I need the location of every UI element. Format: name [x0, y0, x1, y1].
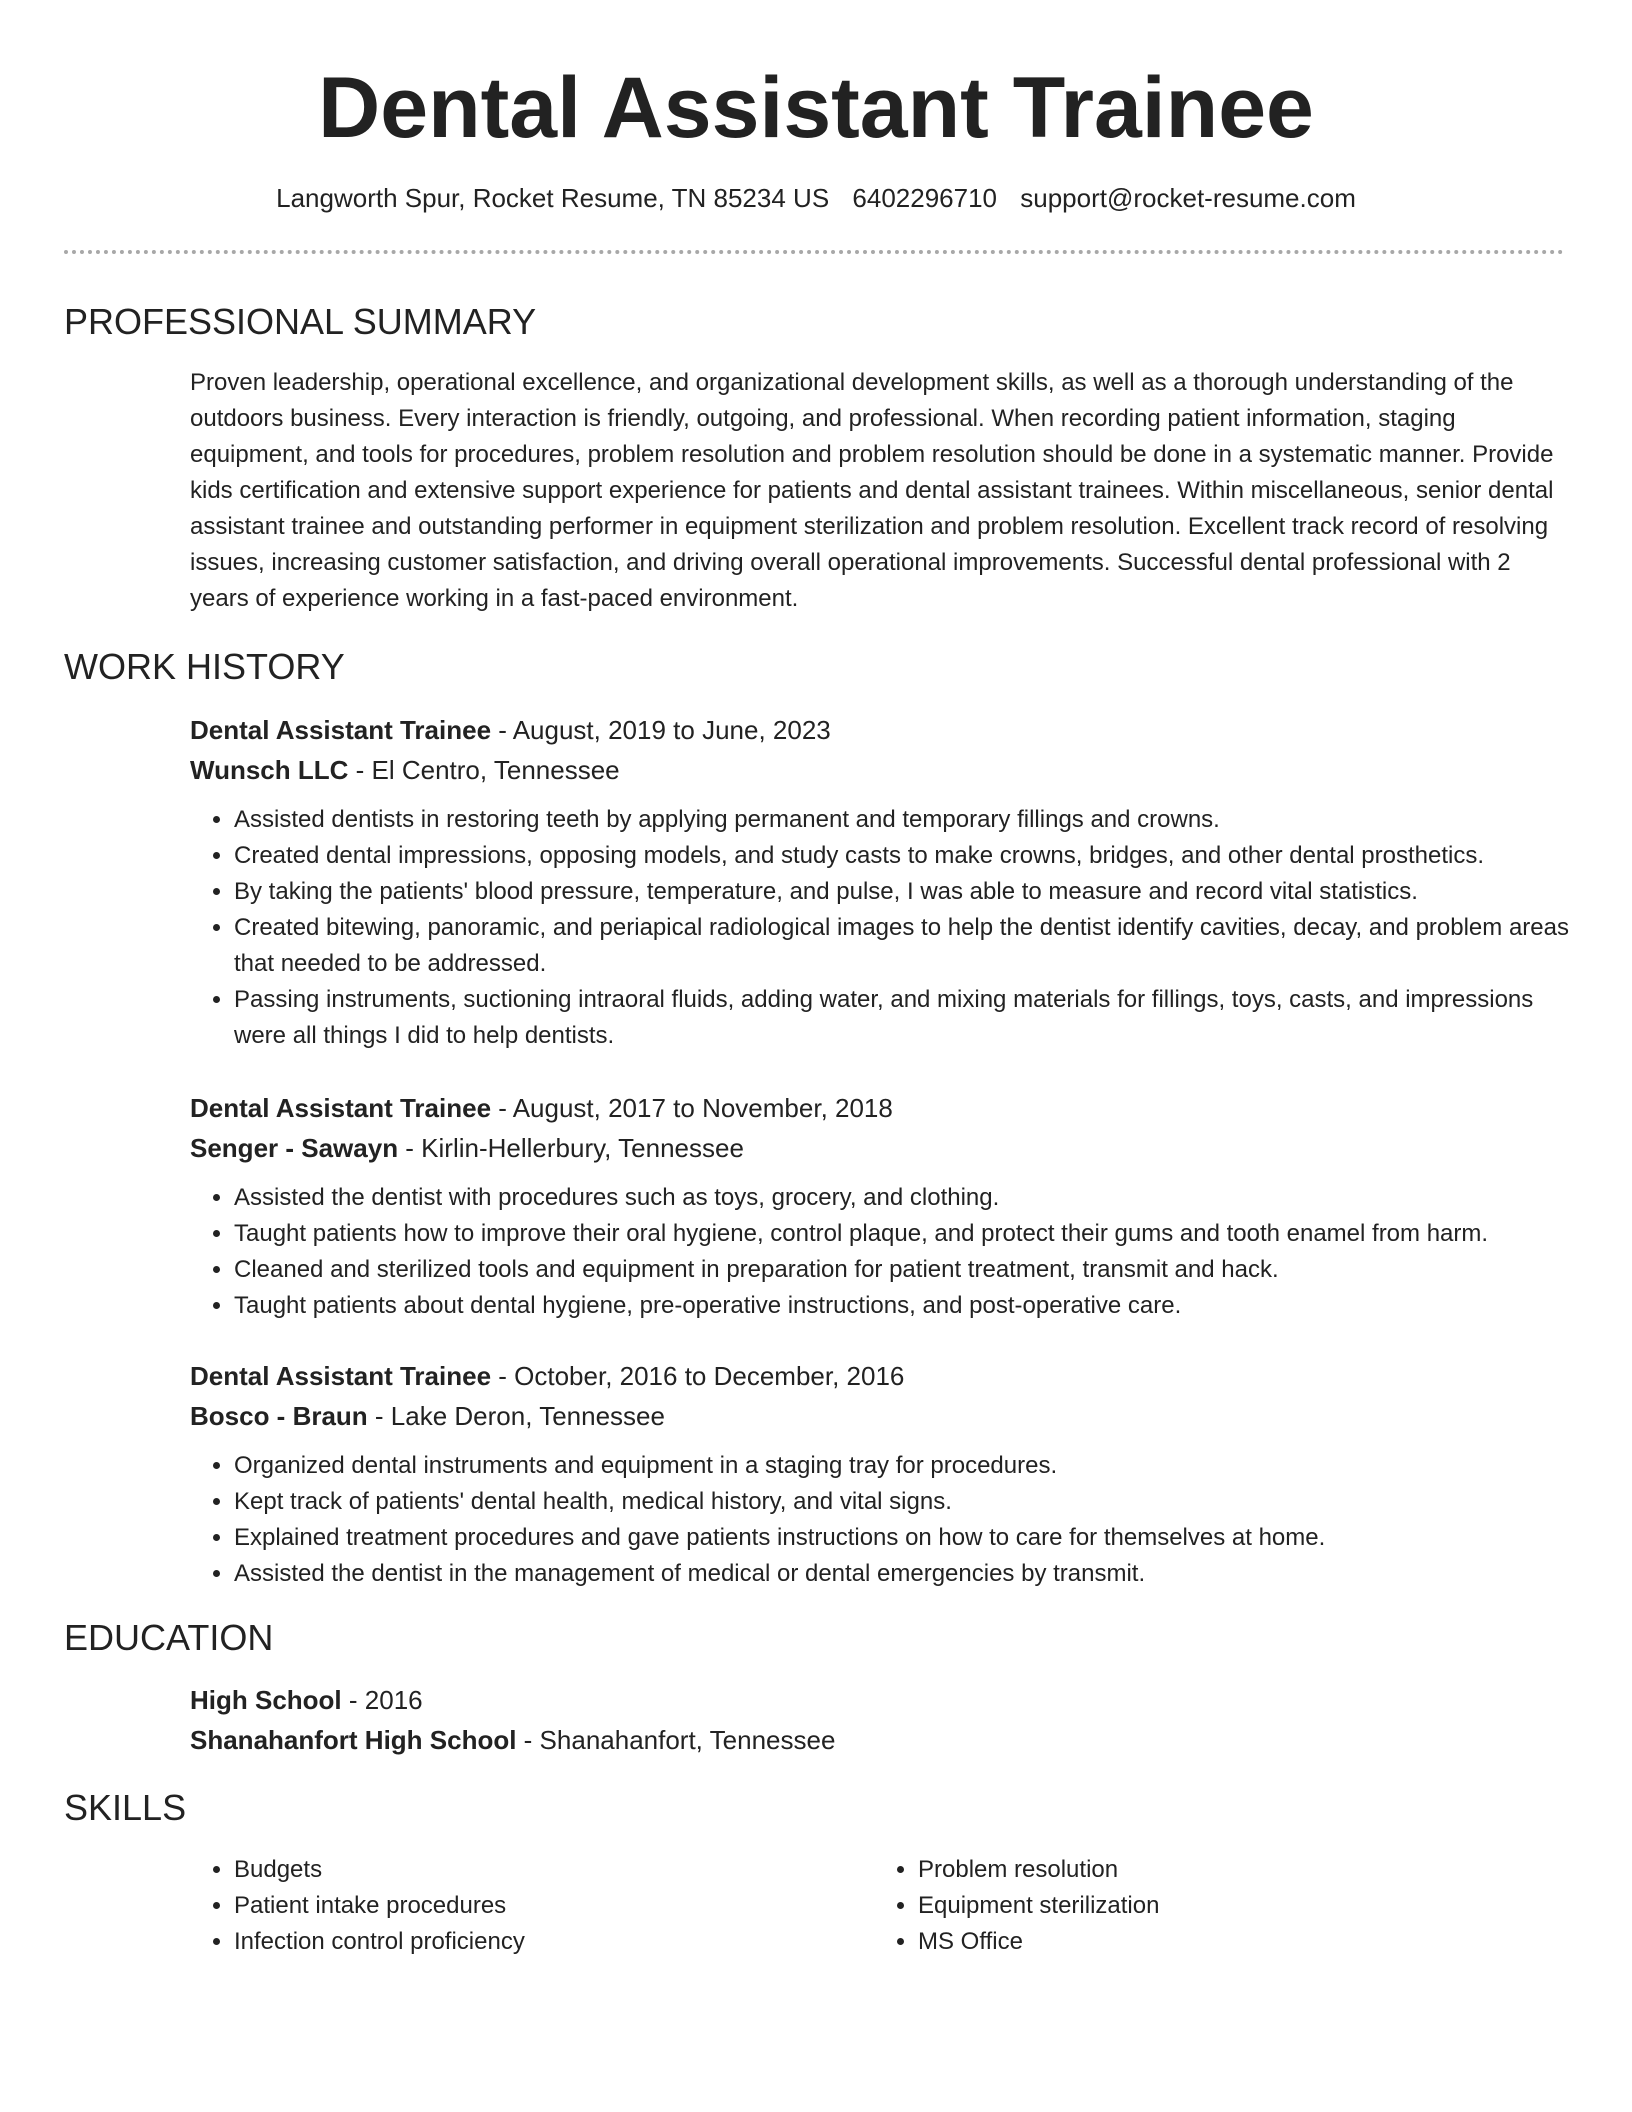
job-location: - Lake Deron, Tennessee — [367, 1401, 665, 1431]
job-title-line — [190, 710, 1575, 750]
contact-email: support@rocket-resume.com — [1020, 183, 1356, 213]
section-title-work: WORK HISTORY — [64, 646, 345, 687]
job-title: Dental Assistant Trainee — [190, 715, 492, 745]
contact-address: Langworth Spur, Rocket Resume, TN 85234 US — [276, 183, 830, 213]
education-degree: High School — [190, 1685, 342, 1715]
job-bullet: • By taking the patients' blood pressure, temperature, and pulse, I was able to measure and record vital statistics. — [234, 874, 1575, 910]
education-entry — [190, 1680, 1575, 1760]
job-bullet: • Cleaned and sterilized tools and equipment in preparation for patient treatment, transmit and hack. — [234, 1252, 1575, 1288]
job-bullet: • Taught patients about dental hygiene, pre-operative instructions, and post-operative care. — [234, 1288, 1575, 1324]
job-dates: - October, 2016 to December, 2016 — [491, 1361, 905, 1391]
section-title-skills: SKILLS — [64, 1787, 187, 1828]
job-bullet: • Assisted the dentist with procedures such as toys, grocery, and clothing. — [234, 1180, 1575, 1216]
skill-item: • Patient intake procedures — [234, 1888, 874, 1924]
job-bullet: • Created bitewing, panoramic, and periapical radiological images to help the dentist identify cavities, decay, and problem areas that needed to be addressed. — [234, 910, 1575, 982]
job-dates: - August, 2019 to June, 2023 — [491, 715, 831, 745]
job-bullet: • Kept track of patients' dental health, medical history, and vital signs. — [234, 1484, 1575, 1520]
job-company-line — [190, 1396, 1575, 1436]
job-bullet: • Assisted the dentist in the management of medical or dental emergencies by transmit. — [234, 1556, 1575, 1592]
job-company-line — [190, 1128, 1575, 1168]
job-bullet: • Explained treatment procedures and gave patients instructions on how to care for themselves at home. — [234, 1520, 1575, 1556]
education-school-line — [190, 1720, 1575, 1760]
skill-item: • Equipment sterilization — [918, 1888, 1558, 1924]
skill-item: • Problem resolution — [918, 1852, 1558, 1888]
skill-item: • Infection control proficiency — [234, 1924, 874, 1960]
section-title-summary: PROFESSIONAL SUMMARY — [64, 301, 537, 342]
education-year: - 2016 — [341, 1685, 423, 1715]
education-degree-line — [190, 1680, 1575, 1720]
education-school: Shanahanfort High School — [190, 1725, 517, 1755]
job-dates: - August, 2017 to November, 2018 — [491, 1093, 893, 1123]
job-title: Dental Assistant Trainee — [190, 1093, 492, 1123]
skill-item: • Budgets — [234, 1852, 874, 1888]
job-bullet: • Taught patients how to improve their oral hygiene, control plaque, and protect their gums and tooth enamel from harm. — [234, 1216, 1575, 1252]
job-entry — [190, 1088, 1575, 1324]
job-company-line — [190, 750, 1575, 790]
job-bullet: • Assisted dentists in restoring teeth by applying permanent and temporary fillings and crowns. — [234, 802, 1575, 838]
skills-column-right — [874, 1852, 1558, 1960]
job-company: Bosco - Braun — [190, 1401, 368, 1431]
skills-column-left — [190, 1852, 874, 1960]
job-bullets — [190, 802, 1575, 1054]
job-company: Wunsch LLC — [190, 755, 349, 785]
summary-block — [190, 365, 1575, 617]
resume-name: Dental Assistant Trainee — [318, 60, 1314, 156]
job-title-line — [190, 1088, 1575, 1128]
header-divider — [64, 250, 1564, 254]
skill-item: • MS Office — [918, 1924, 1558, 1960]
job-bullet: • Created dental impressions, opposing models, and study casts to make crowns, bridges, and other dental prosthetics. — [234, 838, 1575, 874]
summary-text: Proven leadership, operational excellence, and organizational development skills, as well as a thorough understanding of the outdoors business. Every interaction is friendly, outgoing, and professional. When recording patient information, staging equipment, and tools for procedures, problem resolution and problem resolution should be done in a systematic manner. Provide kids certification and extensive support experience for patients and dental assistant trainees. Within miscellaneous, senior dental assistant trainee and outstanding performer in equipment sterilization and problem resolution. Excellent track record of resolving issues, increasing customer satisfaction, and driving overall operational improvements. Successful dental professional with 2 years of experience working in a fast-paced environment. — [190, 369, 1554, 612]
job-location: - Kirlin-Hellerbury, Tennessee — [398, 1133, 744, 1163]
job-bullet: • Passing instruments, suctioning intraoral fluids, adding water, and mixing materials for fillings, toys, casts, and impressions were all things I did to help dentists. — [234, 982, 1575, 1054]
section-title-education: EDUCATION — [64, 1617, 274, 1658]
contact-line — [0, 180, 1632, 216]
job-title: Dental Assistant Trainee — [190, 1361, 492, 1391]
job-title-line — [190, 1356, 1575, 1396]
job-bullets — [190, 1448, 1575, 1592]
job-bullet: • Organized dental instruments and equipment in a staging tray for procedures. — [234, 1448, 1575, 1484]
job-bullets — [190, 1180, 1575, 1324]
education-location: - Shanahanfort, Tennessee — [516, 1725, 836, 1755]
job-location: - El Centro, Tennessee — [348, 755, 620, 785]
skills-list — [190, 1852, 1575, 1960]
contact-phone: 6402296710 — [852, 183, 998, 213]
job-entry — [190, 710, 1575, 1054]
job-company: Senger - Sawayn — [190, 1133, 399, 1163]
job-entry — [190, 1356, 1575, 1592]
